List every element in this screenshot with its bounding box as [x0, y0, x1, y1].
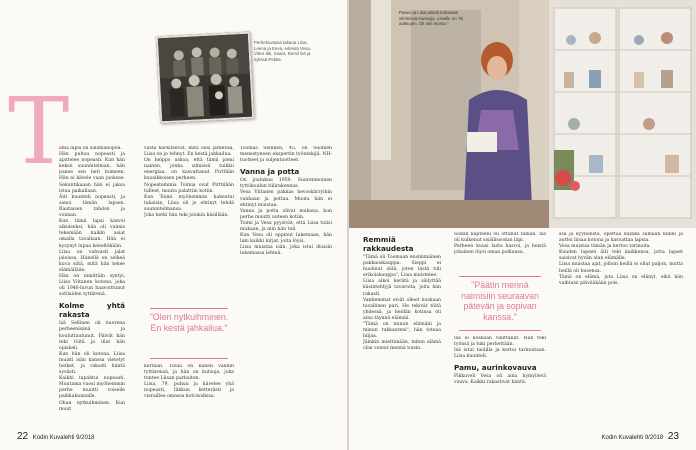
- paragraph: Toomas Sellinen, 45, on Suomen menestyneen ekspertin työntekijä. NH-tuotteet ja suljentuotteet.: [240, 146, 332, 164]
- paragraph: Hän on nimittäin syntyi, Liisa Viitanen kotona, joka oli 1940-luvun haavoittunut sotilaiden tyttärenä.: [59, 273, 125, 298]
- left-column-2-lower: [144, 364, 234, 426]
- folio-text: Kodin Kuvalehti 9/2018: [601, 435, 664, 441]
- pullquote-rule-top: [150, 308, 228, 309]
- right-column-2: [454, 232, 546, 272]
- paragraph: Vesa muistaa tämän ja kertoo tarinoita.: [559, 244, 651, 250]
- paragraph: Nopeatemmia Toimia ovat Pirttilään tulleet, muuta palattiin kotiin.: [144, 182, 234, 194]
- family-photo-illustration: [158, 34, 252, 122]
- paragraph: Kuuden lapsen äiti teki kaikkensa, jotta lapset saisivat hyvän alun elämälle.: [559, 250, 683, 262]
- folio-right: [601, 431, 682, 442]
- paragraph: Kun Vesa oli oppinut lukemaan, hän luki kaikki kirjat, joita löysi.: [240, 233, 332, 245]
- photo-caption: Paavo ja Liisa pitivät kotonaan vitriinissä muistoja. Liisalle on "Ei aukkojen. Oli niin monta.": [399, 10, 464, 27]
- paragraph: Isä Sellinen oli nuorena perheenisänä ja kouluttautunut. Päivät hän teki töitä ja illat hän opiskeli.: [59, 321, 125, 351]
- right-column-2-lower: [454, 336, 546, 426]
- paragraph: Tämä on elämä, jota Liisa on elänyt, eikä hän vaihtaisi päivääkään pois.: [559, 274, 683, 286]
- paragraph: Liisa muistaa isän, joka istui iltaisin lukemassa lehteä.: [240, 245, 332, 257]
- right-column-1: [363, 232, 441, 424]
- paragraph: vasta harkitsevat, mitä olisi järkevää, Liisa on jo tehnyt. En kestä jahkailua.: [144, 146, 234, 158]
- pull-quote: "Olen nytkuihminen. En kestä jahkailua.": [149, 312, 229, 333]
- paragraph: Äiti kuunteli nopeasti, ja sanoi tämän lapsen. Rautaisen tahdon ja voiman.: [59, 194, 125, 219]
- right-page: [349, 0, 696, 450]
- paragraph: "Tämä on minun elämäni ja minun rakkauteni", hän toteaa hiljaa.: [363, 322, 441, 340]
- section-heading: Vanna ja potta: [240, 167, 300, 177]
- paragraph: Vanna ja potta olivat mukana, kun perhe muutti uuteen kotiin.: [240, 208, 332, 220]
- folio-left: [14, 431, 95, 442]
- pullquote-rule-bottom: [459, 330, 541, 331]
- paragraph: Pikkuveli Vesa oli aina hymyilevä vauva. Kaikki rakastivat häntä.: [454, 374, 546, 386]
- paragraph: Sodan kapteeni oli ottanut tämän. Isä oli kulkenut sisällissodan läpi.: [454, 232, 546, 244]
- paragraph: Hän puhuu nopeasti ja ajattelee nopeasti. Kun hän keksii suunnitelman, hän panee sen heti toimeen. Hän ei kävele vaan juoksee. Sekuntikaaan hän ei jaksa istua paikallaan.: [59, 152, 125, 194]
- drop-initial: T: [8, 78, 70, 185]
- paragraph: Kun tämä lapsi kasvoi aikuiseksi, hän oli valmis tekemään kaikki asiat omalla tavallaan. Hän ei kysynyt lupaa keneltäkään.: [59, 219, 125, 249]
- paragraph: Ohan nytkuihminen. Kun muut: [59, 400, 125, 412]
- paragraph: Toimi ja Vesa pyysivät, että Liisa tulisi mukaan, ja niin hän tuli.: [240, 220, 332, 233]
- pullquote-rule-bottom: [150, 358, 228, 359]
- left-column-1: [59, 146, 125, 426]
- family-photo-caption: Perhekuvassa takana Liisa, Leena ja Eeva, edessä Vesa, Vilevi äiti, Saara, Eemil isä ja sylissä Pekka.: [254, 40, 311, 62]
- section-heading: Remmiä rakkaudesta: [363, 235, 414, 253]
- pull-quote: "Päätin mennä naimisiin seuraavan pätevän ja sopivan kanssa.": [461, 280, 539, 322]
- paragraph: Vanhemmat eivät olleet koskaan tavallinen pari. He tekivät töitä yhdessä, ja heidän kotinsa oli aina täynnä elämää.: [363, 297, 441, 321]
- paragraph: Kaikki tapahtui nopeasti. Muutama vuosi myöhemmin perhe muutti toiselle paikkakunnalle.: [59, 376, 125, 400]
- folio-text: Kodin Kuvalehti 9/2018: [32, 435, 95, 441]
- left-page: [0, 0, 347, 450]
- living-room-illustration: [349, 0, 696, 228]
- paragraph: ssä ja kyynelistä, opettaa kuinka samaan kiinni ja auttoi liisaa kotona ja kasvattaa lapsia.: [559, 232, 683, 244]
- right-column-3: [559, 232, 683, 424]
- paragraph: Liisa on vahvasti jalat jaloissa. Hänellä on selkeä kuva siitä, mitä hän tekee elämällään.: [59, 249, 125, 273]
- paragraph: Kun Toimi myöhemmin hakeutui takaisin, Liisa oli jo ehtinyt tehdä suunnitelmansa.: [144, 194, 234, 212]
- section-heading: Kolme yhtä rakasta: [59, 301, 125, 320]
- paragraph: Perheen kuusi lasta kasvoi, ja heistä jokainen löysi oman polkunsa.: [454, 244, 546, 256]
- section-heading: Pamu, aurinkovauva: [454, 363, 537, 373]
- paragraph: ämä lapsi on salamanopea.: [59, 146, 122, 151]
- paragraph: Isä istui tuolilla ja kertoi tarinoitaan. Liisa kuunteli.: [454, 348, 546, 360]
- paragraph: Vesa Viitanen pakkas hevoskärryihin vanhaan ja pottaa. Muuta hän ei ehtinyt muistaa.: [240, 190, 332, 208]
- paragraph: Isä ei koskaan valittanut. Hän teki työnsä ja tuki perhettään.: [454, 336, 546, 348]
- family-photo: [156, 32, 254, 124]
- living-room-photo: [349, 0, 696, 228]
- left-column-2: [144, 146, 234, 236]
- paragraph: Kun hän oli kotona, Liisa muisti isän kanssa vietetyt hetket, ja rakasti häntä syvästi.: [59, 351, 125, 376]
- paragraph: Joka hetki hän teki jotakin käsillään.: [144, 213, 229, 219]
- left-column-3: [240, 146, 332, 426]
- page-number: 22: [17, 431, 29, 442]
- paragraph: On joulukuu 1959. Suurenmoinen tyttökoulun tiilirakennus.: [240, 178, 332, 190]
- paragraph: Jäinkin miettimään, miten elämä olisi voinut mennä toisin.: [363, 340, 441, 352]
- page-number: 23: [667, 431, 679, 442]
- paragraph: On helppo uskoa, että tämä pieni nainen, jonka silmissä tuikkii energiaa, on kasvattanut Pirttilän kuusikkoisen perheen.: [144, 158, 234, 182]
- pullquote-rule-top: [459, 276, 541, 277]
- paragraph: "Tämä oli Toomaan ensimmäinen pakkauskauppa. Sieppi ei huolinut siitä, joten tästä tuli erikoiskauppa", Liisa muistelee.: [363, 255, 441, 279]
- paragraph: Liisa, 79, puhuu ja kävelee yhä nopeasti, liikkuu ketterästi ja vieraillee omassa koti-kodissa.: [144, 382, 234, 400]
- paragraph: Liisa alkoi kerätä ja säilyttää käsintehtyjä tavaroita, joita hän rakasti.: [363, 279, 441, 297]
- paragraph: Liisa muistaa ajat, jolloin heillä ei ollut paljon, mutta heillä oli toisensa.: [559, 262, 683, 274]
- paragraph: kertaan. Tuula on hänen vanhin tyttärensä, ja hän on kutsuja, joka tuntee Liisan parhaiten.: [144, 364, 234, 382]
